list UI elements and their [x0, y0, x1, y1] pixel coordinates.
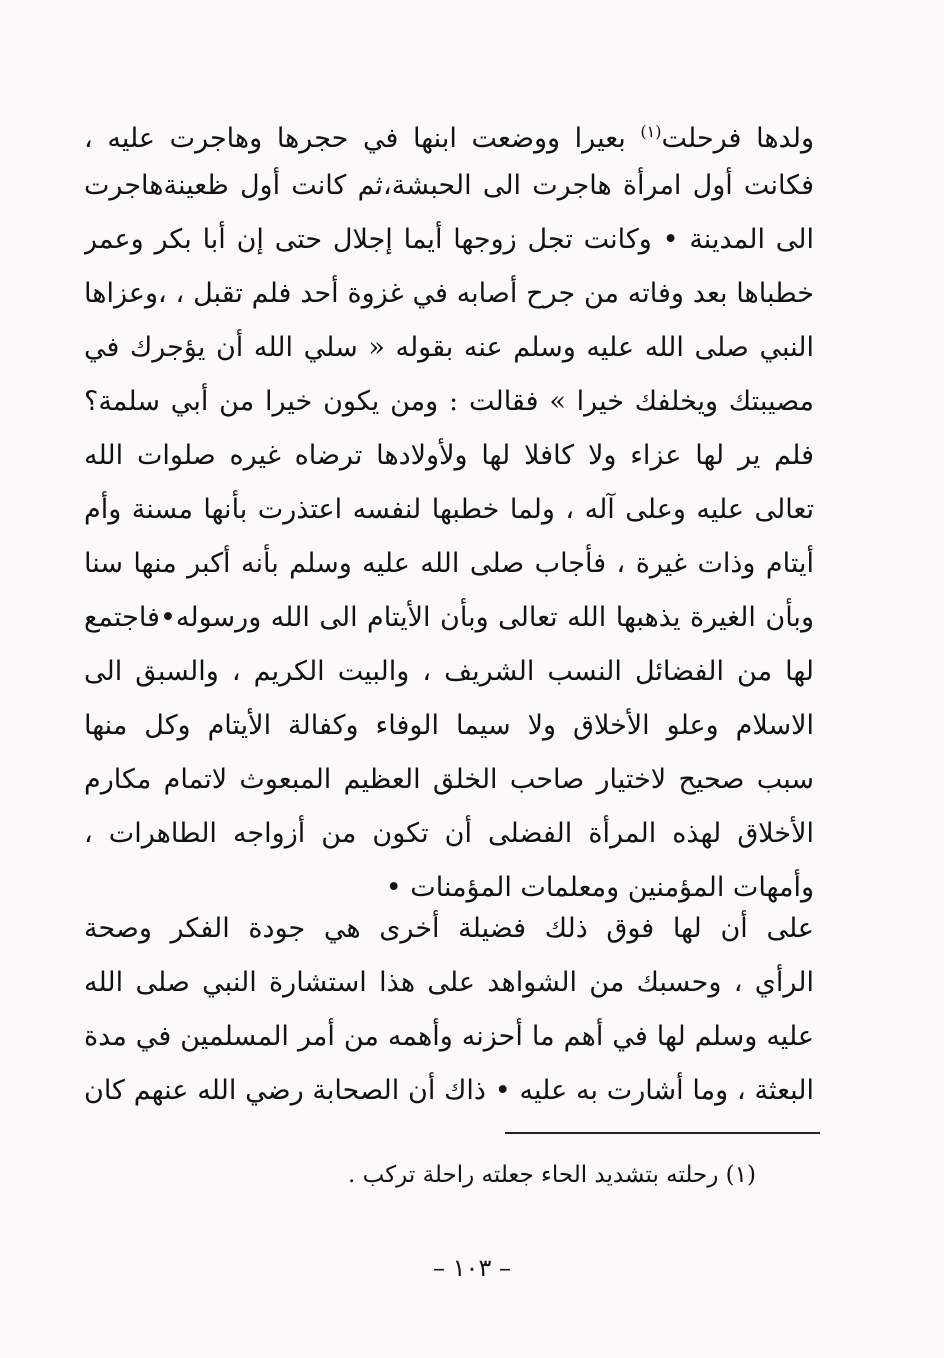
- text-line: وبأن الغيرة يذهبها الله تعالى وبأن الأيتام الى الله ورسوله•فاجتمع: [84, 602, 814, 633]
- text-line: تعالى عليه وعلى آله ، ولما خطبها لنفسه اعتذرت بأنها مسنة وأم: [84, 494, 814, 525]
- text-segment: ولدها فرحلت: [661, 123, 814, 154]
- paragraph-2: [84, 902, 814, 1118]
- text-line: مصيبتك ويخلفك خيرا » فقالت : ومن يكون خيرا من أبي سلمة؟: [84, 386, 814, 417]
- text-line: فلم ير لها عزاء ولا كافلا لها ولأولادها ترضاه غيره صلوات الله: [84, 440, 814, 471]
- text-line: النبي صلى الله عليه وسلم عنه بقوله « سلي الله أن يؤجرك في: [84, 332, 814, 363]
- text-line: على أن لها فوق ذلك فضيلة أخرى هي جودة الفكر وصحة: [84, 913, 814, 944]
- text-line: سبب صحيح لاختيار صاحب الخلق العظيم المبعوث لاتمام مكارم: [84, 764, 814, 795]
- text-line: لها من الفضائل النسب الشريف ، والبيت الكريم ، والسبق الى: [84, 656, 814, 687]
- text-line: فكانت أول امرأة هاجرت الى الحبشة،ثم كانت أول ظعينةهاجرت: [84, 170, 814, 201]
- text-line: عليه وسلم لها في أهم ما أحزنه وأهمه من أمر المسلمين في مدة: [84, 1021, 814, 1052]
- footnote: (١) رحلته بتشديد الحاء جعلته راحلة تركب .: [348, 1162, 756, 1188]
- text-line: أيتام وذات غيرة ، فأجاب صلى الله عليه وسلم بأنه أكبر منها سنا: [84, 548, 814, 579]
- text-line: خطباها بعد وفاته من جرح أصابه في غزوة أحد فلم تقبل ، ،وعزاها: [84, 278, 814, 309]
- footnote-divider: [505, 1132, 820, 1134]
- paragraph-1: [84, 105, 814, 915]
- text-line: الرأي ، وحسبك من الشواهد على هذا استشارة النبي صلى الله: [84, 967, 814, 998]
- text-line: [84, 105, 814, 159]
- page-number: – ١٠٣ –: [433, 1254, 511, 1282]
- footnote-marker: (١): [640, 122, 662, 141]
- text-line: الأخلاق لهذه المرأة الفضلى أن تكون من أزواجه الطاهرات ،: [84, 818, 814, 849]
- text-line: البعثة ، وما أشارت به عليه • ذاك أن الصحابة رضي الله عنهم كان: [84, 1075, 814, 1106]
- text-line: الى المدينة • وكانت تجل زوجها أيما إجلال حتى إن أبا بكر وعمر: [84, 224, 814, 255]
- text-line: الاسلام وعلو الأخلاق ولا سيما الوفاء وكفالة الأيتام وكل منها: [84, 710, 814, 741]
- text-line: وأمهات المؤمنين ومعلمات المؤمنات •: [385, 872, 814, 903]
- text-segment: بعيرا ووضعت ابنها في حجرها وهاجرت عليه ،: [84, 123, 641, 154]
